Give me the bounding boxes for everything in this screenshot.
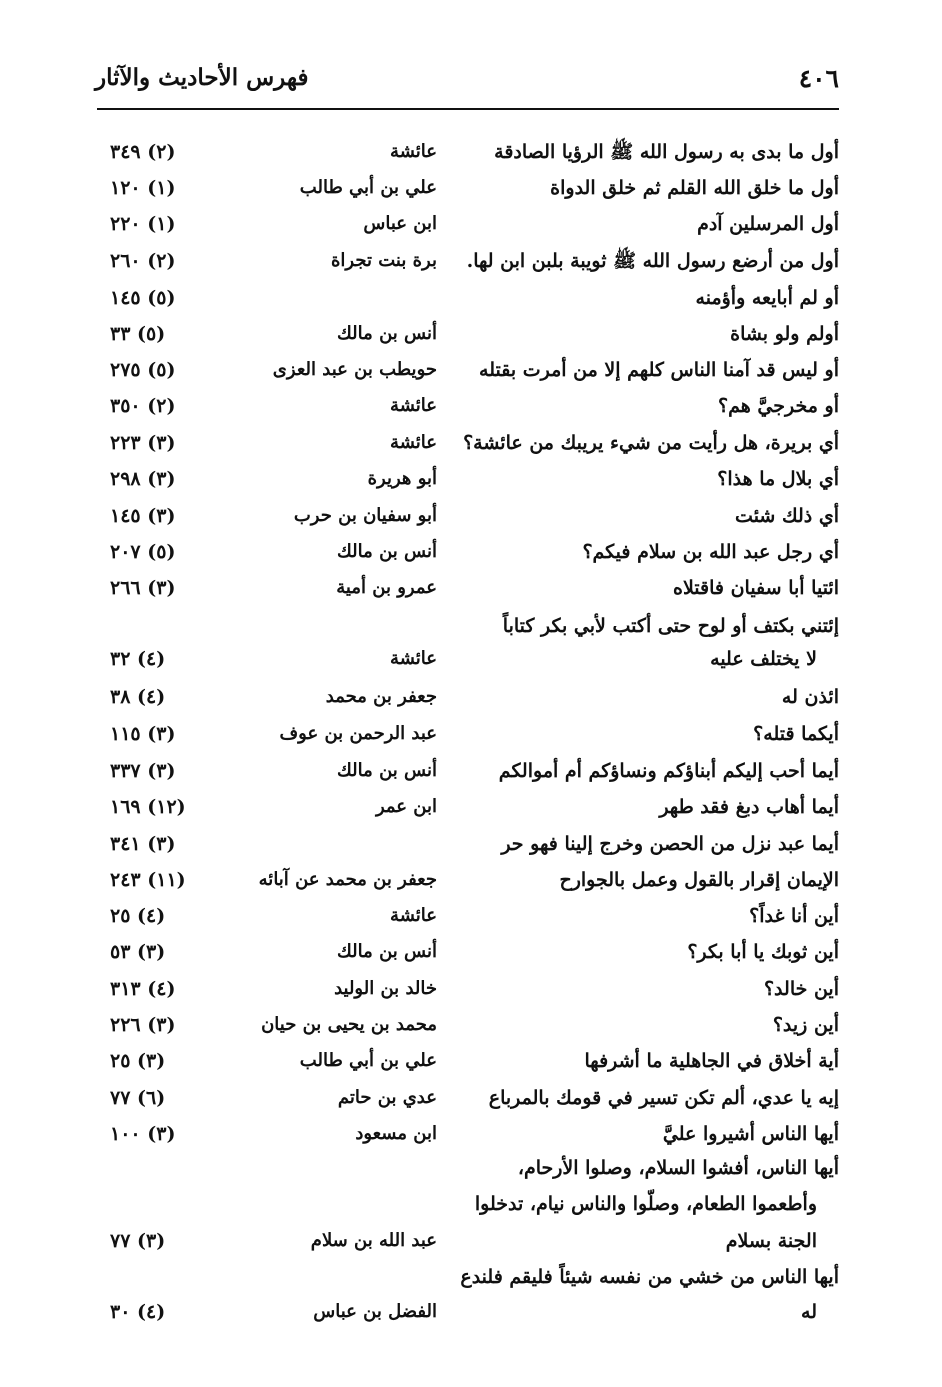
volume-page-reference: (١) ١٢٠ — [110, 177, 176, 199]
narrator-name: عبد الله بن سلام — [310, 1230, 437, 1251]
volume-page-reference: (٤) ٣١٣ — [110, 978, 176, 1000]
narrator-name: أنس بن مالك — [337, 541, 437, 562]
volume-page-reference: (٦) ٧٧ — [110, 1087, 166, 1109]
hadith-text-continuation: له — [801, 1301, 817, 1323]
hadith-text: أي بلال ما هذا؟ — [717, 468, 839, 490]
narrator-name: عائشة — [390, 905, 437, 926]
hadith-text: أولم ولو بشاة — [730, 323, 839, 345]
hadith-text: أول ما بدى به رسول الله ﷺ الرؤيا الصادقة — [494, 141, 839, 163]
narrator-name: عائشة — [390, 141, 437, 162]
narrator-name: ابن عباس — [363, 213, 437, 234]
narrator-name: حويطب بن عبد العزى — [272, 359, 437, 380]
volume-page-reference: (٣) ٢٥ — [110, 1050, 166, 1072]
hadith-text: أي رجل عبد الله بن سلام فيكم؟ — [582, 541, 839, 563]
volume-page-reference: (٢) ٢٦٠ — [110, 250, 176, 272]
narrator-name: خالد بن الوليد — [334, 978, 437, 999]
volume-page-reference: (٣) ٢٢٦ — [110, 1014, 176, 1036]
hadith-text-continuation: الجنة بسلام — [725, 1230, 817, 1252]
volume-page-reference: (٣) ٢٦٦ — [110, 577, 176, 599]
volume-page-reference: (١١) ٢٤٣ — [110, 869, 186, 891]
hadith-text-continuation: لا يختلف عليه — [710, 648, 817, 670]
narrator-name: ابن عمر — [375, 796, 437, 817]
narrator-name: أنس بن مالك — [337, 760, 437, 781]
volume-page-reference: (١) ٢٢٠ — [110, 213, 176, 235]
hadith-text: ائذن له — [781, 686, 839, 708]
narrator-name: عمرو بن أمية — [336, 577, 437, 598]
narrator-name: جعفر بن محمد عن آبائه — [258, 869, 437, 890]
hadith-text: أين أنا غداً؟ — [749, 905, 839, 927]
hadith-text: أيها الناس من خشي من نفسه شيئاً فليقم فلندع — [460, 1266, 839, 1288]
narrator-name: أنس بن مالك — [337, 323, 437, 344]
volume-page-reference: (٥) ١٤٥ — [110, 287, 176, 309]
hadith-text: أي ذلك شئت — [735, 505, 839, 527]
hadith-text: أو مخرجيَّ هم؟ — [718, 395, 839, 417]
volume-page-reference: (٢) ٣٥٠ — [110, 395, 176, 417]
hadith-text: أين ثوبك يا أبا بكر؟ — [687, 941, 839, 963]
hadith-text: أيما أهاب دبغ فقد طهر — [659, 796, 839, 818]
narrator-name: عائشة — [390, 395, 437, 416]
narrator-name: ابن مسعود — [355, 1123, 437, 1144]
hadith-text: أيها الناس، أفشوا السلام، وصلوا الأرحام، — [517, 1157, 839, 1179]
volume-page-reference: (٤) ٣٠ — [110, 1301, 166, 1323]
volume-page-reference: (٣) ١٤٥ — [110, 505, 176, 527]
narrator-name: علي بن أبي طالب — [299, 1050, 437, 1071]
hadith-text: أي بريرة، هل رأيت من شيء يريبك من عائشة؟ — [463, 432, 839, 454]
hadith-text: أيما عبد نزل من الحصن وخرج إلينا فهو حر — [501, 833, 839, 855]
volume-page-reference: (٣) ٧٧ — [110, 1230, 166, 1252]
volume-page-reference: (٥) ٢٧٥ — [110, 359, 176, 381]
narrator-name: عبد الرحمن بن عوف — [279, 723, 437, 744]
hadith-text: أين زيد؟ — [772, 1014, 839, 1036]
hadith-text: أيها الناس أشيروا عليَّ — [662, 1123, 839, 1145]
narrator-name: محمد بن يحيى بن حيان — [261, 1014, 437, 1035]
volume-page-reference: (٢) ٣٤٩ — [110, 141, 176, 163]
hadith-text: أيما أحب إليكم أبناؤكم ونساؤكم أم أموالكم — [498, 760, 839, 782]
narrator-name: عائشة — [390, 648, 437, 669]
hadith-text-continuation: وأطعموا الطعام، وصلّوا والناس نيام، تدخلوا — [474, 1193, 817, 1215]
narrator-name: أبو سفيان بن حرب — [293, 505, 437, 526]
hadith-text: أين خالد؟ — [763, 978, 839, 1000]
narrator-name: علي بن أبي طالب — [299, 177, 437, 198]
narrator-name: برة بنت تجراة — [330, 250, 437, 271]
narrator-name: أنس بن مالك — [337, 941, 437, 962]
hadith-text: الإيمان إقرار بالقول وعمل بالجوارح — [559, 869, 839, 891]
hadith-text: أية أخلاق في الجاهلية ما أشرفها — [584, 1050, 839, 1072]
volume-page-reference: (٤) ٣٨ — [110, 686, 166, 708]
volume-page-reference: (٣) ٣٤١ — [110, 833, 176, 855]
narrator-name: عدي بن حاتم — [337, 1087, 437, 1108]
narrator-name: أبو هريرة — [367, 468, 437, 489]
volume-page-reference: (٣) ١٠٠ — [110, 1123, 176, 1145]
volume-page-reference: (١٢) ١٦٩ — [110, 796, 186, 818]
page-title: فهرس الأحاديث والآثار — [95, 64, 309, 91]
volume-page-reference: (٣) ٥٣ — [110, 941, 166, 963]
narrator-name: الفضل بن عباس — [313, 1301, 437, 1322]
hadith-text: إيه يا عدي، ألم تكن تسير في قومك بالمرباع — [488, 1087, 839, 1109]
volume-page-reference: (٣) ٣٣٧ — [110, 760, 176, 782]
hadith-text: أول المرسلين آدم — [697, 213, 839, 235]
volume-page-reference: (٥) ٢٠٧ — [110, 541, 176, 563]
volume-page-reference: (٣) ٢٩٨ — [110, 468, 176, 490]
hadith-text: إئتني بكتف أو لوح حتى أكتب لأبي بكر كتاباً — [502, 615, 839, 637]
hadith-text: أو ليس قد آمنا الناس كلهم إلا من أمرت بقتله — [479, 359, 839, 381]
volume-page-reference: (٥) ٣٣ — [110, 323, 166, 345]
volume-page-reference: (٤) ٢٥ — [110, 905, 166, 927]
hadith-text: ائتيا أبا سفيان فاقتلاه — [672, 577, 839, 599]
volume-page-reference: (٤) ٣٢ — [110, 648, 166, 670]
hadith-text: أيكما قتله؟ — [753, 723, 839, 745]
narrator-name: جعفر بن محمد — [325, 686, 437, 707]
narrator-name: عائشة — [390, 432, 437, 453]
page-number: ٤٠٦ — [798, 64, 839, 93]
volume-page-reference: (٣) ٢٢٣ — [110, 432, 176, 454]
hadith-text: أول من أرضع رسول الله ﷺ ثويبة بلبن ابن لها. — [466, 250, 839, 272]
hadith-text: أول ما خلق الله القلم ثم خلق الدواة — [550, 177, 839, 199]
hadith-text: أو لم أبايعه وأؤمنه — [695, 287, 839, 309]
volume-page-reference: (٣) ١١٥ — [110, 723, 176, 745]
